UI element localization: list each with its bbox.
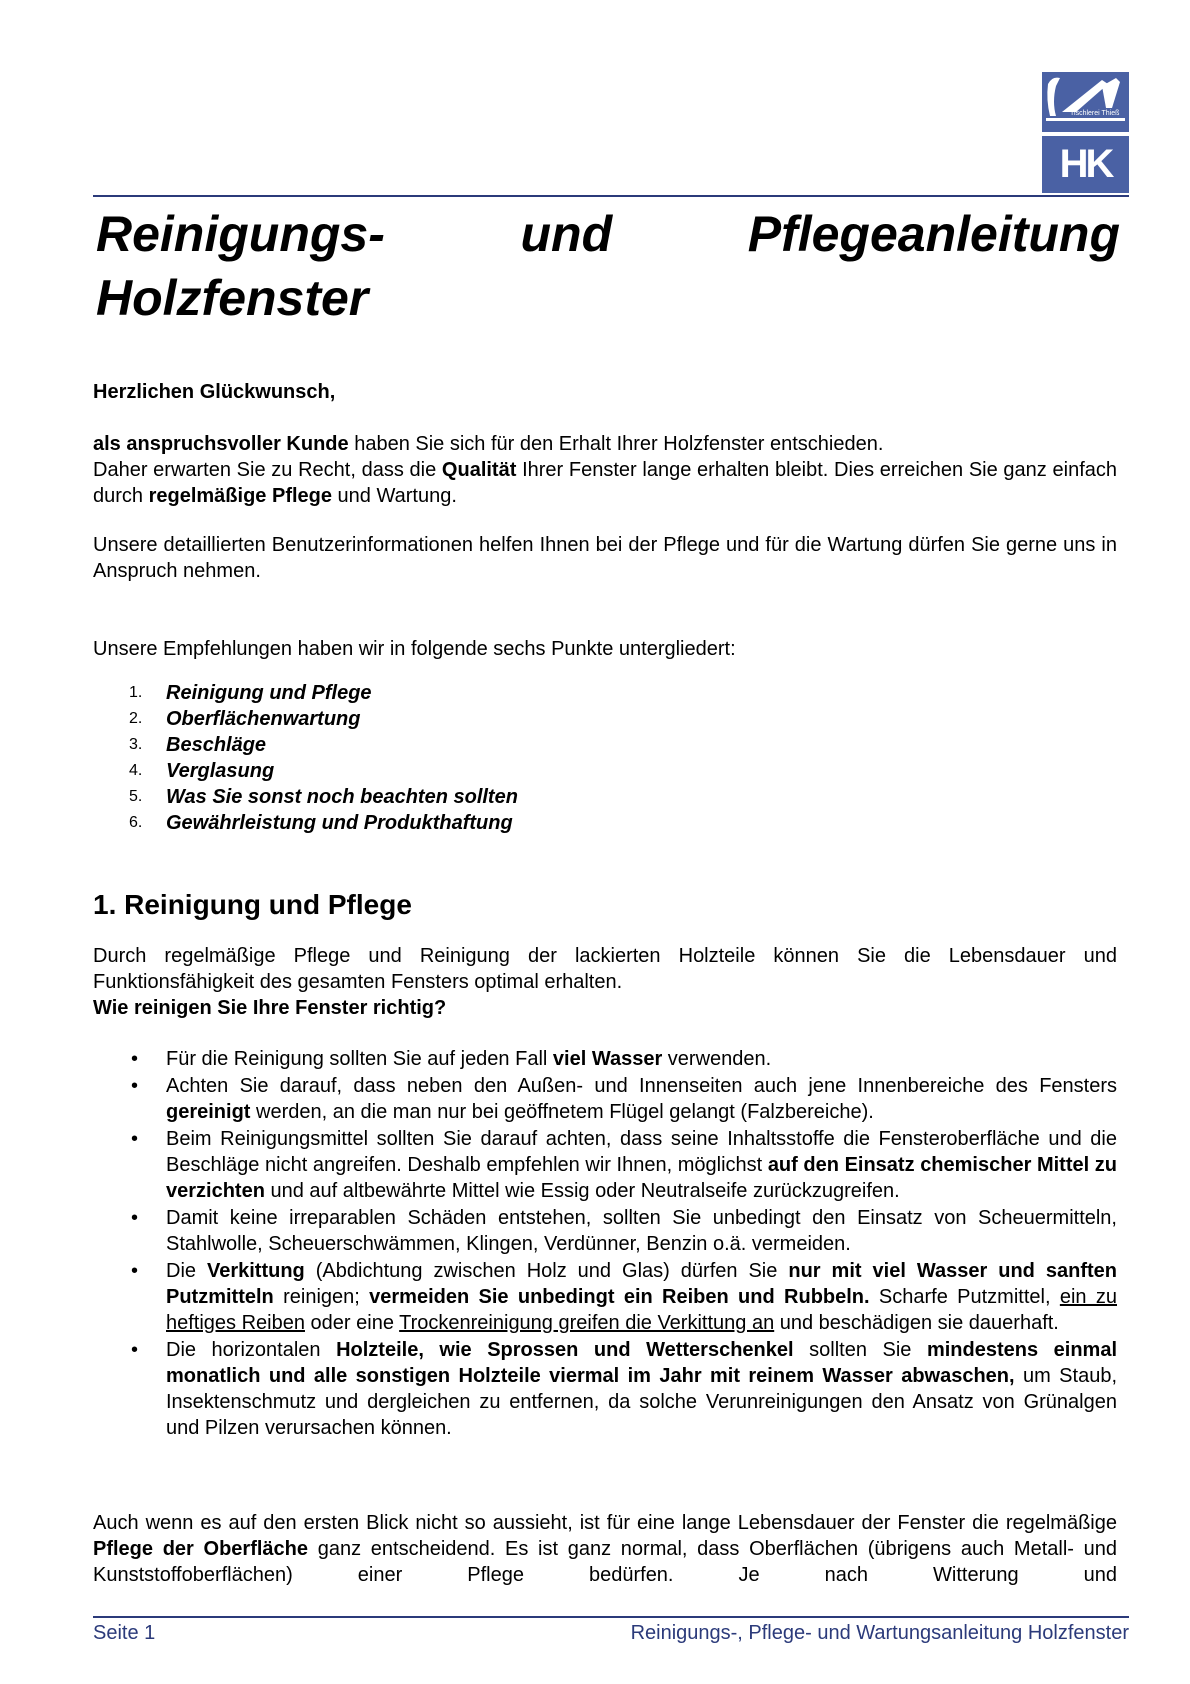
toc-item: 1. Reinigung und Pflege (129, 682, 372, 704)
intro-paragraph: als anspruchsvoller Kunde haben Sie sich für den Erhalt Ihrer Holzfenster entschieden. Daher erwarten Sie zu Recht, dass die Qualität Ihrer Fenster lange erhalten bleibt. Dies erreichen Sie ganz einfach durch regelmäßige Pflege und Wartung. (93, 433, 1117, 507)
table-of-contents (93, 680, 793, 836)
greeting: Herzlichen Glückwunsch, (93, 381, 336, 403)
title-line-2: Holzfenster (96, 270, 369, 326)
list-item: • Damit keine irreparablen Schäden entstehen, sollten Sie unbedingt den Einsatz von Scheuermitteln, Stahlwolle, Scheuerschwämmen, Klingen, Verdünner, Benzin o.ä. vermeiden. (131, 1207, 1117, 1255)
header-rule (93, 195, 1129, 197)
list-item: • Achten Sie darauf, dass neben den Außen- und Innenseiten auch jene Innenbereiche des Fensters gereinigt werden, an die man nur bei geöffnetem Flügel gelangt (Falzbereiche). (131, 1075, 1117, 1123)
toc-item: 2. Oberflächenwartung (129, 708, 361, 730)
bullet-icon: • (131, 1075, 139, 1097)
logo-caption: Tischlerei Thieß (1070, 110, 1120, 117)
info-paragraph: Unsere detaillierten Benutzerinformationen helfen Ihnen bei der Pflege und für die Wartung dürfen Sie gerne uns in Anspruch nehmen. (93, 534, 1117, 582)
logo-plane-emblem (1042, 72, 1129, 132)
title-word-2: und (520, 206, 613, 262)
bullet-icon: • (131, 1128, 139, 1150)
toc-item: 3. Beschläge (129, 734, 267, 756)
bullet-icon: • (131, 1260, 139, 1282)
section-question: Wie reinigen Sie Ihre Fenster richtig? (93, 997, 447, 1019)
footer-title: Reinigungs-, Pflege- und Wartungsanleitung Holzfenster (630, 1622, 1129, 1644)
bullet-icon: • (131, 1207, 139, 1229)
section-paragraph: Durch regelmäßige Pflege und Reinigung der lackierten Holzteile können Sie die Lebensdauer und Funktionsfähigkeit des gesamten Fensters optimal erhalten. Wie reinigen Sie Ihre Fenster richtig? (93, 945, 1117, 1019)
page-title (96, 202, 1120, 330)
page-number: Seite 1 (93, 1622, 156, 1644)
title-word-1: Reinigungs- (96, 206, 385, 262)
bullet-icon: • (131, 1339, 139, 1361)
plane-tool-icon (1042, 72, 1129, 132)
footer-rule (93, 1616, 1129, 1618)
title-word-3: Pflegeanleitung (747, 206, 1120, 262)
cleaning-tips-list (93, 1046, 1117, 1442)
toc-item: 6. Gewährleistung und Produkthaftung (129, 812, 513, 834)
company-logo (1042, 72, 1129, 193)
toc-intro: Unsere Empfehlungen haben wir in folgende sechs Punkte untergliedert: (93, 638, 736, 660)
page-footer (93, 1620, 1129, 1646)
list-item: • Die horizontalen Holzteile, wie Sprossen und Wetterschenkel sollten Sie mindestens einmal monatlich und alle sonstigen Holzteile viermal im Jahr mit reinem Wasser abwaschen, um Staub, Insektenschmutz und dergleichen zu entfernen, da solche Verunreinigungen den Ansatz von Grünalgen und Pilzen verursachen können. (131, 1339, 1118, 1439)
list-item: • Die Verkittung (Abdichtung zwischen Holz und Glas) dürfen Sie nur mit viel Wasser und sanften Putzmitteln reinigen; vermeiden Sie unbedingt ein Reiben und Rubbeln. Scharfe Putzmittel, ein zu heftiges Reiben oder eine Trockenreinigung greifen die Verkittung an und beschädigen sie dauerhaft. (131, 1260, 1117, 1334)
logo-hk-mark: HK (1059, 142, 1112, 186)
list-item: • Für die Reinigung sollten Sie auf jeden Fall viel Wasser verwenden. (131, 1048, 772, 1070)
closing-paragraph: Auch wenn es auf den ersten Blick nicht so aussieht, ist für eine lange Lebensdauer der Fenster die regelmäßige Pflege der Oberfläche ganz entscheidend. Es ist ganz normal, dass Oberflächen (übrigens auch Metall- und Kunststoffoberflächen) einer Pflege bedürfen. Je nach Witterung und (93, 1512, 1117, 1586)
toc-item: 4. Verglasung (129, 760, 275, 782)
bullet-icon: • (131, 1048, 139, 1070)
list-item: • Beim Reinigungsmittel sollten Sie darauf achten, dass seine Inhaltsstoffe die Fensteroberfläche und die Beschläge nicht angreifen. Deshalb empfehlen wir Ihnen, möglichst auf den Einsatz chemischer Mittel zu verzichten und auf altbewährte Mittel wie Essig oder Neutralseife zurückzugreifen. (131, 1128, 1117, 1202)
toc-item: 5. Was Sie sonst noch beachten sollten (129, 786, 518, 808)
section-heading: 1. Reinigung und Pflege (93, 889, 412, 920)
